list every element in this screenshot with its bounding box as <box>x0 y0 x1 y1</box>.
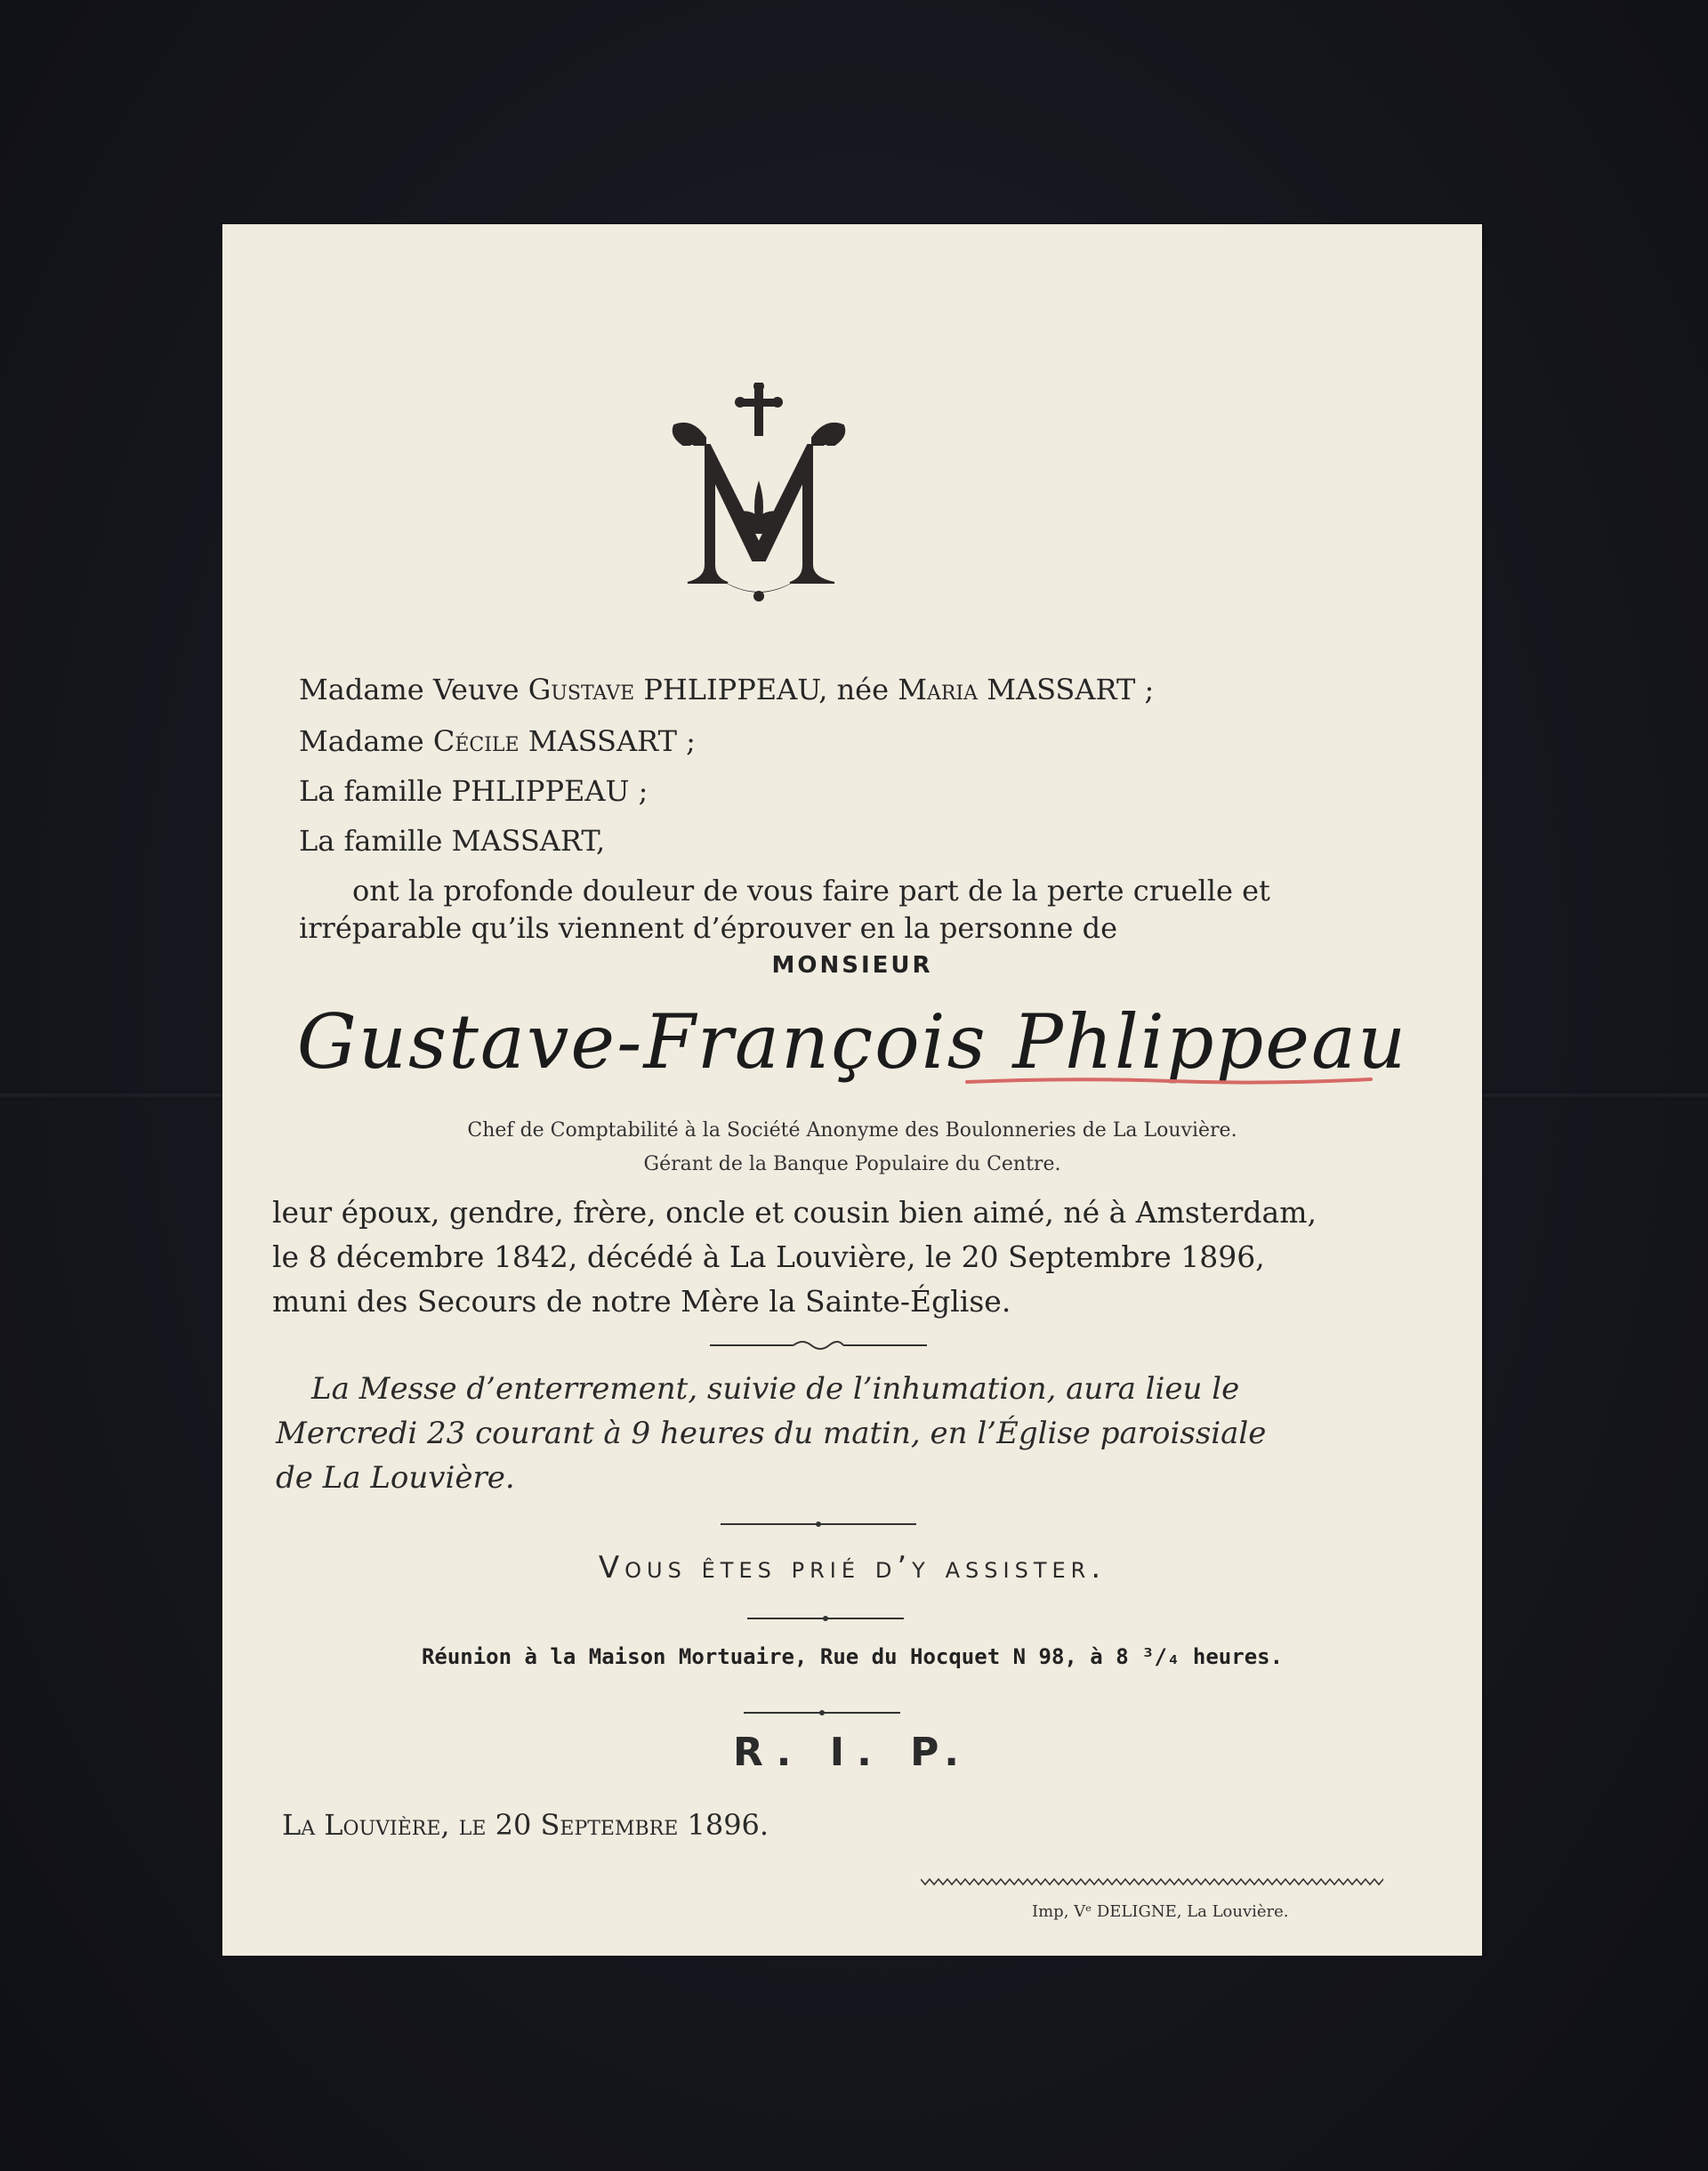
printer-wavy-rule <box>921 1876 1383 1886</box>
details-line-3: muni des Secours de notre Mère la Sainte-Église. <box>272 1284 1011 1319</box>
role-line-2: Gérant de la Banque Populaire du Centre. <box>643 1153 1061 1175</box>
divider-line <box>747 1614 904 1623</box>
role-line-1: Chef de Comptabilité à la Société Anonyme des Boulonneries de La Louvière. <box>467 1119 1237 1142</box>
funeral-notice-card <box>222 224 1482 1956</box>
divider-line <box>744 1708 900 1717</box>
marian-monogram-icon <box>665 383 852 605</box>
rip-text: R. I. P. <box>732 1730 972 1775</box>
ornamental-divider <box>710 1338 927 1352</box>
red-underline <box>965 1074 1373 1086</box>
family-line-2: Madame Cécile MASSART ; <box>299 724 696 758</box>
divider-line <box>721 1520 916 1529</box>
family-line-4: La famille MASSART, <box>299 824 606 858</box>
mass-line-3: de La Louvière. <box>276 1460 515 1496</box>
deceased-name: Gustave-François Phlippeau <box>296 998 1408 1086</box>
honorific: MONSIEUR <box>771 952 933 979</box>
details-line-1: leur époux, gendre, frère, oncle et cousin bien aimé, né à Amsterdam, <box>272 1195 1317 1230</box>
mass-line-1: La Messe d’enterrement, suivie de l’inhumation, aura lieu le <box>311 1371 1240 1407</box>
invitation-text: Vous êtes prié d’y assister. <box>598 1550 1107 1586</box>
family-line-3: La famille PHLIPPEAU ; <box>299 774 649 808</box>
gathering-text: Réunion à la Maison Mortuaire, Rue du Hocquet N 98, à 8 ³/₄ heures. <box>421 1644 1284 1669</box>
intro-line-1: ont la profonde douleur de vous faire part de la perte cruelle et <box>352 874 1270 908</box>
mass-line-2: Mercredi 23 courant à 9 heures du matin, en l’Église paroissiale <box>276 1416 1267 1451</box>
dateline: La Louvière, le 20 Septembre 1896. <box>282 1808 769 1842</box>
intro-line-2: irréparable qu’ils viennent d’éprouver en la personne de <box>299 911 1117 945</box>
details-line-2: le 8 décembre 1842, décédé à La Louvière, le 20 Septembre 1896, <box>272 1239 1265 1274</box>
family-line-1: Madame Veuve Gustave PHLIPPEAU, née Maria MASSART ; <box>299 673 1155 706</box>
printer-credit: Imp, Vᵉ DELIGNE, La Louvière. <box>1032 1902 1289 1921</box>
